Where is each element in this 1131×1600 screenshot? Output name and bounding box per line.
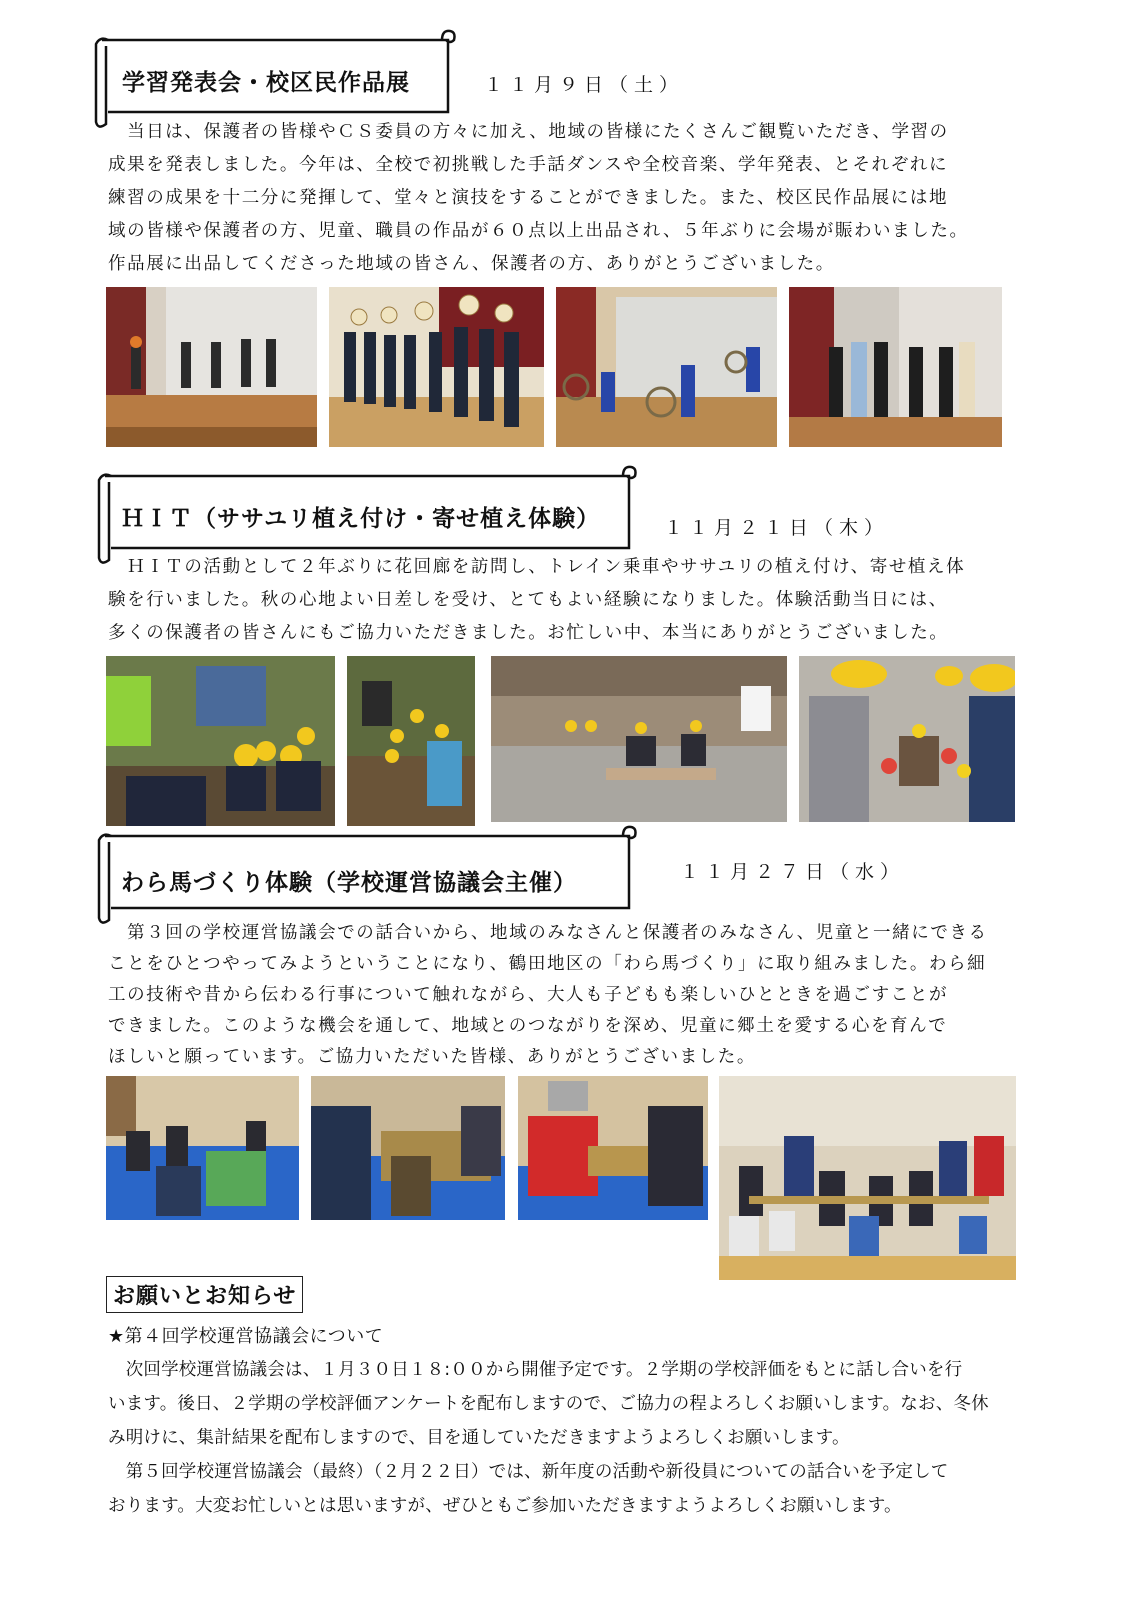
section2-title: ＨＩＴ（ササユリ植え付け・寄せ植え体験） — [121, 506, 601, 532]
section1-body — [108, 116, 1028, 281]
notice-subheading: ★第４回学校運営協議会について — [108, 1326, 384, 1347]
stage-photo-2 — [329, 287, 544, 447]
planting-photo-2 — [347, 656, 475, 826]
planting-photo-4 — [799, 656, 1015, 822]
planting-photo-3 — [491, 656, 787, 822]
section3-line: 第３回の学校運営協議会での話合いから、地域のみなさんと保護者のみなさん、児童と一緒にできる — [108, 923, 988, 943]
notice-line: み明けに、集計結果を配布しますので、目を通していただきますようよろしくお願いします。 — [108, 1428, 850, 1448]
section1-line: 成果を発表しました。今年は、全校で初挑戦した手話ダンスや全校音楽、学年発表、とそれぞれに — [108, 155, 949, 175]
section2-body — [108, 551, 1028, 650]
notice-line: います。後日、２学期の学校評価アンケートを配布しますので、ご協力の程よろしくお願いします。なお、冬休 — [108, 1394, 989, 1414]
section2-line: 多くの保護者の皆さんにもご協力いただきました。お忙しい中、本当にありがとうございました。 — [108, 623, 949, 643]
section1-date: １１月９日（土） — [484, 74, 685, 96]
strawhorse-group-photo — [719, 1076, 1016, 1280]
strawhorse-photo-3 — [518, 1076, 708, 1220]
stage-photo-3 — [556, 287, 777, 447]
section2-line: 験を行いました。秋の心地よい日差しを受け、とてもよい経験になりました。体験活動当日には、 — [108, 590, 948, 610]
section1-line: 当日は、保護者の皆様やＣＳ委員の方々に加え、地域の皆様にたくさんご観覧いただき、学習の — [108, 122, 949, 142]
section1-line: 練習の成果を十二分に発揮して、堂々と演技をすることができました。また、校区民作品展には地 — [108, 188, 949, 208]
notice-paragraph-1-body — [108, 1353, 1028, 1455]
strawhorse-photo-2 — [311, 1076, 505, 1220]
section3-title: わら馬づくり体験（学校運営協議会主催） — [121, 870, 577, 896]
planting-photo-1 — [106, 656, 335, 826]
notice-line: 次回学校運営協議会は、１月３０日１８:００から開催予定です。２学期の学校評価をもとに話し合いを行 — [108, 1360, 963, 1380]
section3-line: できました。このような機会を通して、地域とのつながりを深め、児童に郷土を愛する心を育んで — [108, 1016, 948, 1036]
stage-photo-1 — [106, 287, 317, 447]
section1-title: 学習発表会・校区民作品展 — [122, 70, 410, 96]
section3-line: ことをひとつやってみようということになり、鶴田地区の「わら馬づくり」に取り組みました。わら細 — [108, 954, 987, 974]
strawhorse-photo-1 — [106, 1076, 299, 1220]
section3-line: 工の技術や昔から伝わる行事について触れながら、大人も子どもも楽しいひとときを過ごすことが — [108, 985, 949, 1005]
section3-body — [108, 918, 1028, 1073]
section3-date: １１月２７日（水） — [680, 861, 906, 883]
notice-line: 第５回学校運営協議会（最終）（２月２２日）では、新年度の活動や新役員についての話合いを予定して — [108, 1462, 949, 1482]
notice-heading: お願いとお知らせ — [106, 1276, 303, 1313]
section2-date: １１月２１日（木） — [664, 517, 890, 539]
notice-paragraph-2 — [108, 1455, 1028, 1523]
stage-photo-4 — [789, 287, 1002, 447]
notice-line: おります。大変お忙しいとは思いますが、ぜひともご参加いただきますようよろしくお願いします。 — [108, 1496, 902, 1516]
section2-line: ＨＩＴの活動として２年ぶりに花回廊を訪問し、トレイン乗車やササユリの植え付け、寄せ植え体 — [108, 557, 966, 577]
section1-banner — [90, 26, 460, 130]
section3-banner — [93, 822, 641, 926]
section1-line: 作品展に出品してくださった地域の皆さん、保護者の方、ありがとうございました。 — [108, 254, 835, 274]
section1-line: 域の皆様や保護者の方、児童、職員の作品が６０点以上出品され、５年ぶりに会場が賑わいました。 — [108, 221, 969, 241]
section3-line: ほしいと願っています。ご協力いただいた皆様、ありがとうございました。 — [108, 1047, 756, 1067]
